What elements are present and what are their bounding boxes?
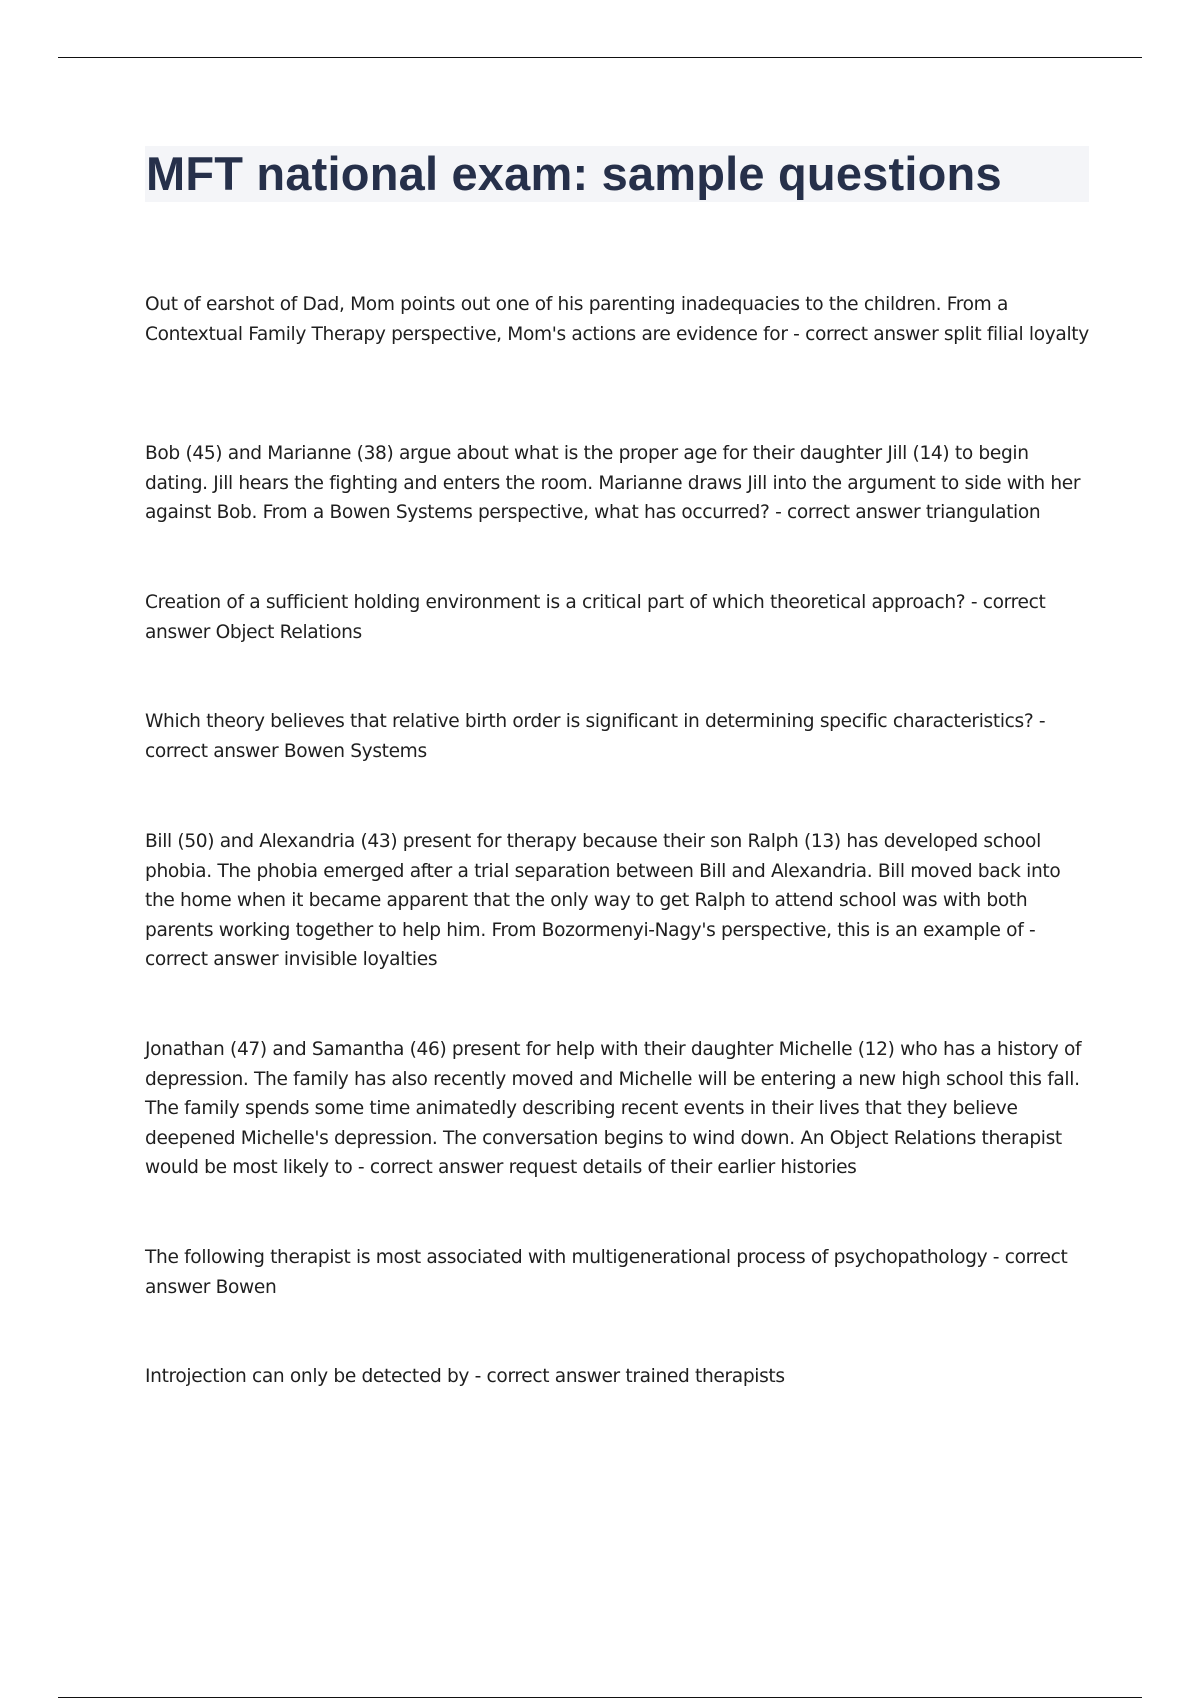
top-rule: [58, 57, 1142, 58]
question-item-4: Which theory believes that relative birth order is significant in determining specific characteristics? - correct answer Bowen Systems: [145, 711, 1046, 762]
question-item-1: Out of earshot of Dad, Mom points out one of his parenting inadequacies to the children. From a Contextual Family Therapy perspective, Mom's actions are evidence for - correct answer split filial loyalty: [145, 294, 1089, 345]
bottom-rule: [58, 1697, 1142, 1698]
question-item-2: Bob (45) and Marianne (38) argue about what is the proper age for their daughter Jill (14) to begin dating. Jill hears the fighting and enters the room. Marianne draws Jill into the argument to side with her against Bob. From a Bowen Systems perspective, what has occurred? - correct answer triangulation: [145, 443, 1081, 523]
question-item-3: Creation of a sufficient holding environment is a critical part of which theoretical approach? - correct answer Object Relations: [145, 592, 1046, 643]
question-item-6: Jonathan (47) and Samantha (46) present for help with their daughter Michelle (12) who has a history of depression. The family has also recently moved and Michelle will be entering a new high school this fall. The family spends some time animatedly describing recent events in their lives that they believe deepened Michelle's depression. The conversation begins to wind down. An Object Relations therapist would be most likely to - correct answer request details of their earlier histories: [145, 1039, 1082, 1178]
page-title: MFT national exam: sample questions: [146, 147, 1002, 200]
question-item-8: Introjection can only be detected by - correct answer trained therapists: [145, 1366, 785, 1387]
question-item-5: Bill (50) and Alexandria (43) present for therapy because their son Ralph (13) has developed school phobia. The phobia emerged after a trial separation between Bill and Alexandria. Bill moved back into the home when it became apparent that the only way to get Ralph to attend school was with both parents working together to help him. From Bozormenyi-Nagy's perspective, this is an example of - correct answer invisible loyalties: [145, 831, 1061, 970]
question-item-7: The following therapist is most associated with multigenerational process of psychopathology - correct answer Bowen: [145, 1247, 1068, 1298]
